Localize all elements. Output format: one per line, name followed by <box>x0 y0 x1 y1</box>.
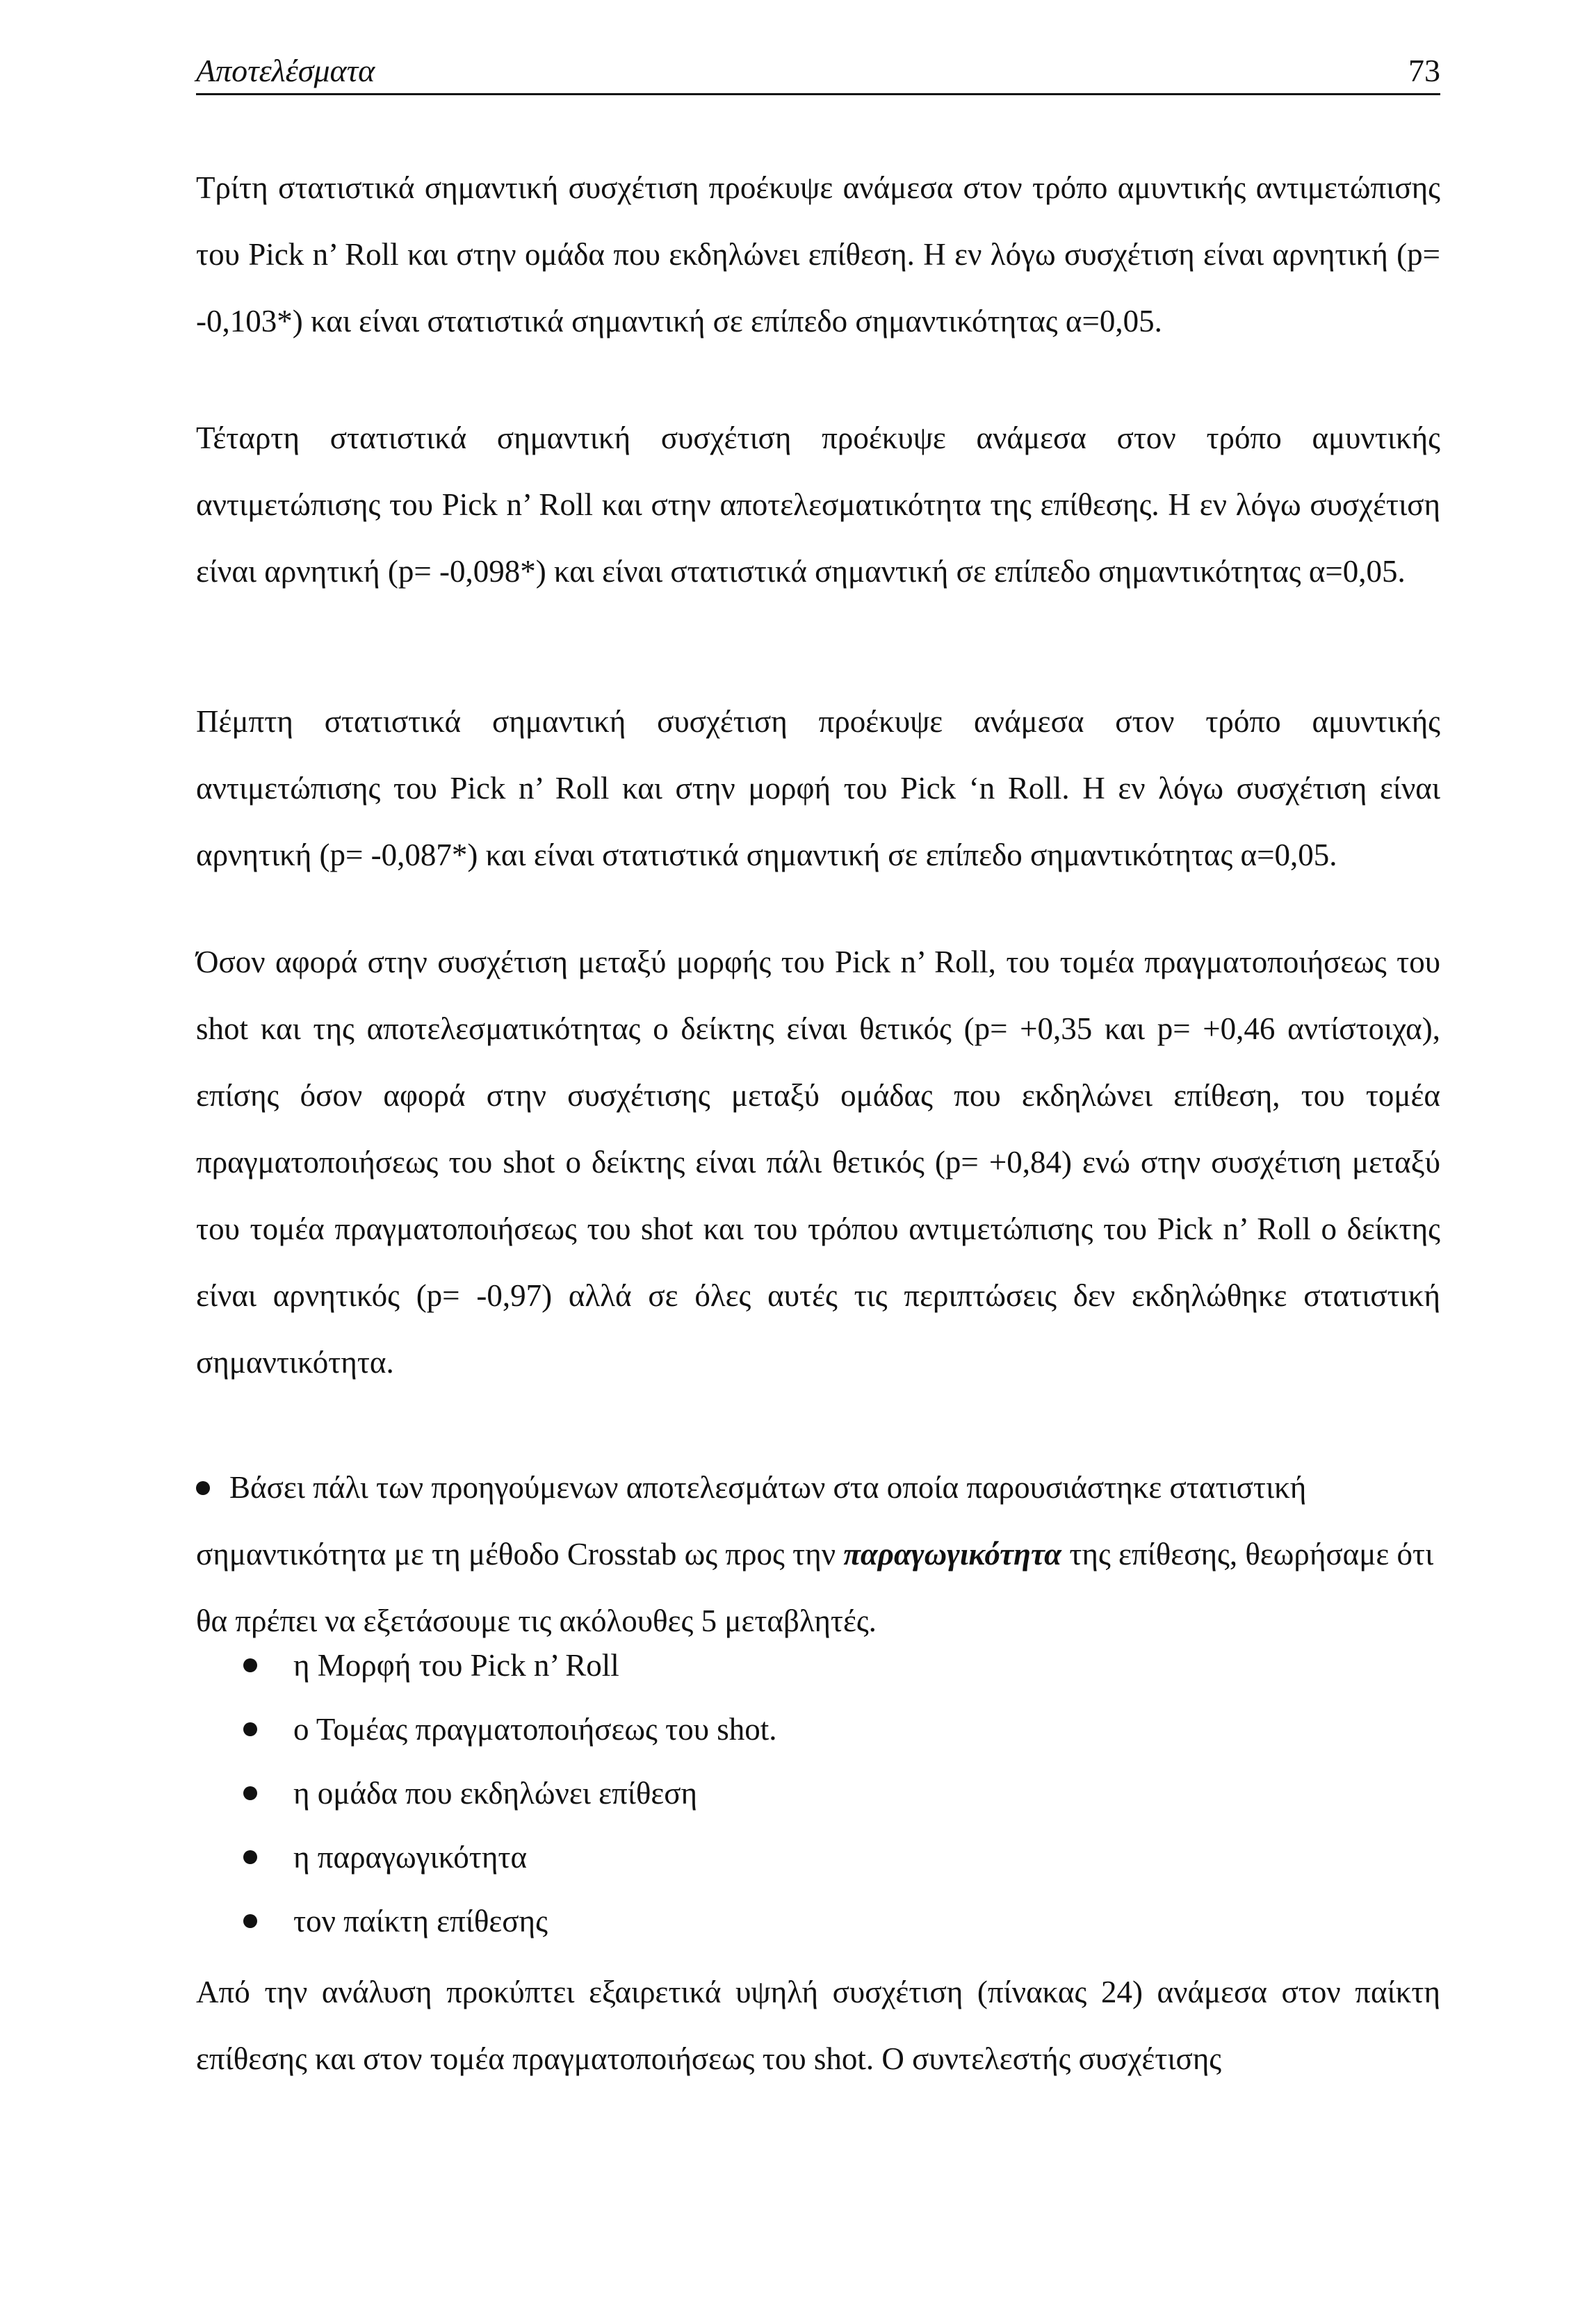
list-item: η παραγωγικότητα <box>243 1825 1425 1889</box>
variables-list <box>243 1633 1425 1953</box>
page-header <box>196 43 1440 95</box>
paragraph-fifth-correlation: Πέμπτη στατιστικά σημαντική συσχέτιση προέκυψε ανάμεσα στον τρόπο αμυντικής αντιμετώπισης του Pick n’ Roll και στην μορφή του Pick ‘n Roll. Η εν λόγω συσχέτιση είναι αρνητική (p= -0,087*) και είναι στατιστικά σημαντική σε επίπεδο σημαντικότητας α=0,05. <box>196 704 1440 872</box>
bullet-intro <box>196 1454 1440 1654</box>
bullet-dot-icon <box>243 1786 257 1800</box>
page-number: 73 <box>1408 53 1440 88</box>
paragraph-third-correlation: Τρίτη στατιστικά σημαντική συσχέτιση προέκυψε ανάμεσα στον τρόπο αμυντικής αντιμετώπισης του Pick n’ Roll και στην ομάδα που εκδηλώνει επίθεση. Η εν λόγω συσχέτιση είναι αρνητική (p= -0,103*) και είναι στατιστικά σημαντική σε επίπεδο σημαντικότητας α=0,05. <box>196 170 1440 338</box>
list-item: ο Τομέας πραγματοποιήσεως του shot. <box>243 1697 1425 1761</box>
bullet-dot-icon <box>243 1722 257 1736</box>
bullet-intro-before: Βάσει πάλι των προηγούμενων αποτελεσμάτων στα οποία παρουσιάστηκε στατιστική σημαντικότητα με τη μέθοδο Crosstab ως προς την <box>196 1470 1307 1572</box>
list-item: τον παίκτη επίθεσης <box>243 1889 1425 1953</box>
paragraph-other-correlations: Όσον αφορά στην συσχέτιση μεταξύ μορφής του Pick n’ Roll, του τομέα πραγματοποιήσεως του shot και της αποτελεσματικότητας ο δείκτης είναι θετικός (p= +0,35 και p= +0,46 αντίστοιχα), επίσης όσον αφορά στην συσχέτισης μεταξύ ομάδας που εκδηλώνει επίθεση, του τομέα πραγματοποιήσεως του shot ο δείκτης είναι πάλι θετικός (p= +0,84) ενώ στην συσχέτιση μεταξύ του τομέα πραγματοποιήσεως του shot και του τρόπου αντιμετώπισης του Pick n’ Roll ο δείκτης είναι αρνητικός (p= -0,97) αλλά σε όλες αυτές τις περιπτώσεις δεν εκδηλώθηκε στατιστική σημαντικότητα. <box>196 945 1440 1380</box>
bullet-dot-icon <box>196 1481 210 1495</box>
list-item: η Μορφή του Pick n’ Roll <box>243 1633 1425 1697</box>
list-item: η ομάδα που εκδηλώνει επίθεση <box>243 1761 1425 1825</box>
paragraph-fourth-correlation: Τέταρτη στατιστικά σημαντική συσχέτιση προέκυψε ανάμεσα στον τρόπο αμυντικής αντιμετώπισης του Pick n’ Roll και στην αποτελεσματικότητα της επίθεσης. Η εν λόγω συσχέτιση είναι αρνητική (p= -0,098*) και είναι στατιστικά σημαντική σε επίπεδο σημαντικότητας α=0,05. <box>196 421 1440 589</box>
paragraph-closing: Από την ανάλυση προκύπτει εξαιρετικά υψηλή συσχέτιση (πίνακας 24) ανάμεσα στον παίκτη επίθεσης και στον τομέα πραγματοποιήσεως του shot. Ο συντελεστής συσχέτισης <box>196 1975 1440 2076</box>
bullet-intro-after: της επίθεσης, θεωρήσαμε ότι θα πρέπει να εξετάσουμε τις ακόλουθες 5 μεταβλητές. <box>196 1537 1434 1638</box>
bullet-dot-icon <box>243 1658 257 1672</box>
section-title: Αποτελέσματα <box>196 53 375 88</box>
bullet-intro-bold: παραγωγικότητα <box>843 1537 1062 1572</box>
bullet-dot-icon <box>243 1914 257 1928</box>
bullet-dot-icon <box>243 1850 257 1864</box>
